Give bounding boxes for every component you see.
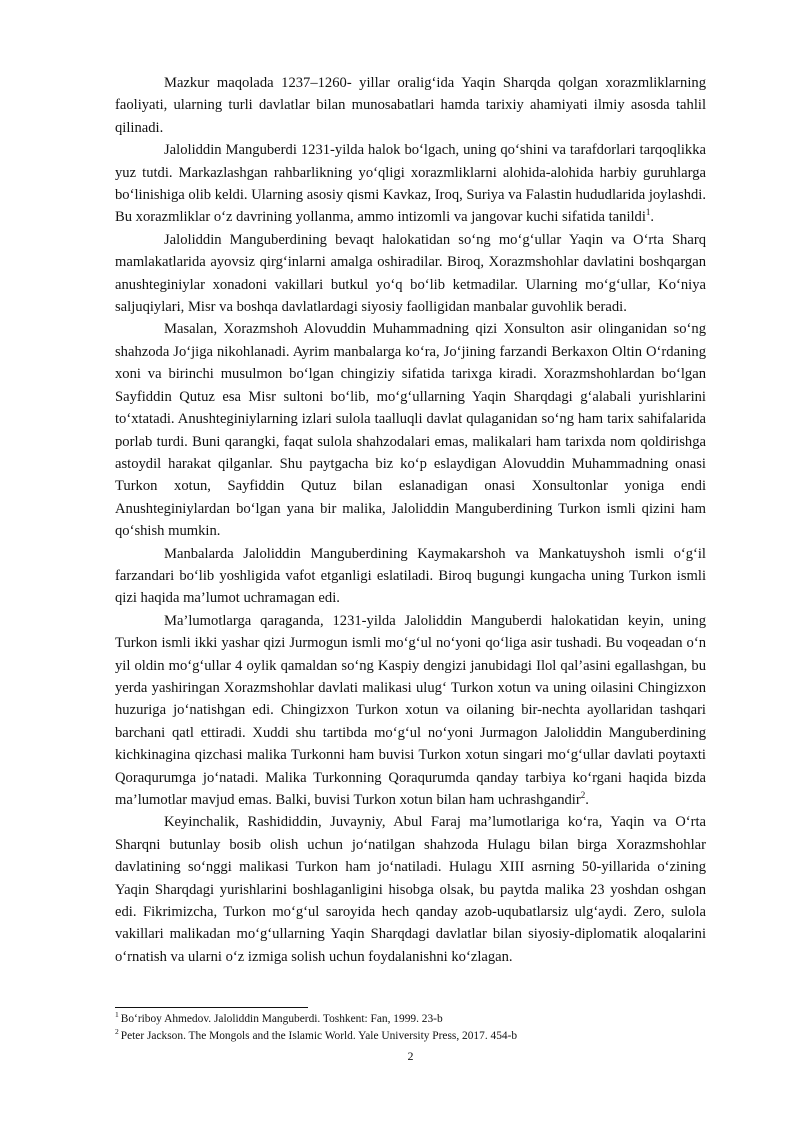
paragraph-5: Manbalarda Jaloliddin Manguberdining Kaymakarshoh va Mankatuyshoh ismli o‘g‘il farzandari bo‘lib yoshligida vafot etganligi eslatiladi. Biroq bugungi kungacha uning Turkon ismli qizi haqida ma’lumot uchramagan edi.	[115, 545, 706, 607]
page-number: 2	[407, 1049, 414, 1063]
paragraph-3: Jaloliddin Manguberdining bevaqt halokatidan so‘ng mo‘g‘ullar Yaqin va O‘rta Sharq mamlakatlarida ayovsiz qirg‘inlarni amalga oshiradilar. Biroq, Xorazmshohlar davlatini boshqargan anushteginiylar xonadoni vakillari butkul yo‘q bo‘lib ketmadilar. Ularning mo‘g‘ullar, Ko‘niya saljuqiylari, Misr va boshqa davlatlardagi siyosiy faolligidan manbalar guvohlik beradi.	[115, 231, 706, 316]
paragraph-4: Masalan, Xorazmshoh Alovuddin Muhammadning qizi Xonsulton asir olinganidan so‘ng shahzoda Jo‘jiga nikohlanadi. Ayrim manbalarga ko‘ra, Jo‘jining farzandi Berkaxon Oltin O‘rdaning xoni va birinchi musulmon bo‘lgan chingiziy sifatida tarixga kiradi. Xorazmshohlardan bo‘lgan Sayfiddin Qutuz esa Misr sultoni bo‘lib, mo‘g‘ullarning Yaqin Sharqdagi g‘alabali yurishlarini to‘xtatadi. Anushteginiylarning izlari sulola taalluqli davlat qulaganidan so‘ng ham tarix sahifalarida porlab turdi. Buni qarangki, faqat sulola shahzodalari emas, malikalari ham tarixda nom qoldirishga astoydil harakat qilganlar. Shu paytgacha biz ko‘p eslaydigan Alovuddin Muhammadning onasi Turkon xotun, Sayfiddin Qutuz bilan eslanadigan onasi Xonsultonlar yoniga endi Anushteginiylardan bo‘lgan yana bir malika, Jaloliddin Manguberdining Turkon ismli qizini ham qo‘shish mumkin.	[115, 321, 706, 540]
footnote-text: Bo‘riboy Ahmedov. Jaloliddin Manguberdi. Toshkent: Fan, 1999. 23-b	[120, 1013, 443, 1025]
paragraph-2: Jaloliddin Manguberdi 1231-yilda halok bo‘lgach, uning qo‘shini va tarafdorlari tarqoqlikka yuz tutdi. Markazlashgan rahbarlikning yo‘qligi xorazmliklarni alohida-alohida harbiy guruhlarga bo‘linishiga olib keldi. Ularning asosiy qismi Kavkaz, Iroq, Suriya va Falastin hududlarida joylashdi. Bu xorazmliklar o‘z davrining yollanma, ammo intizomli va jangovar kuchi sifatida tanildi$^1$.	[115, 142, 706, 226]
footnote-marker: 2	[115, 1027, 119, 1037]
document-page	[115, 72, 706, 1112]
footnote-marker: 1	[115, 1010, 119, 1020]
paragraph-1: Mazkur maqolada 1237–1260- yillar oralig‘ida Yaqin Sharqda qolgan xorazmliklarning faoliyati, ularning turli davlatlar bilan munosabatlari hamda tarixiy ahamiyati ilmiy asosda tahlil qilinadi.	[115, 75, 706, 136]
footnote-separator	[115, 1007, 308, 1008]
footnote-ref-1[interactable]: 1	[645, 207, 651, 218]
footnote-text: Peter Jackson. The Mongols and the Islamic World. Yale University Press, 2017. 454-b	[120, 1030, 518, 1042]
paragraph-7: Keyinchalik, Rashididdin, Juvayniy, Abul Faraj ma’lumotlariga ko‘ra, Yaqin va O‘rta Sharqni butunlay bosib olish uchun jo‘natilgan shahzoda Hulagu bilan birga Xorazmshohlar davlatining so‘nggi malikasi Turkon ham jo‘natiladi. Hulagu XIII asrning 50-yillarida o‘zining Yaqin Sharqdagi yurishlarini boshlaganligini hisobga olsak, bu paytda malika 23 yoshdan oshgan edi. Fikrimizcha, Turkon mo‘g‘ul saroyida hech qanday azob-uqubatlarsiz ulg‘aydi. Zero, sulola vakillari malikadan mo‘g‘ullarning Yaqin Sharqdagi davlatlar bilan siyosiy-diplomatik aloqalarini o‘rnatish va ularni o‘z izmiga solish uchun foydalanishni ko‘zlagan.	[115, 814, 706, 965]
body-text	[115, 72, 706, 968]
footnote-2	[115, 1028, 706, 1045]
paragraph-6: Ma’lumotlarga qaraganda, 1231-yilda Jaloliddin Manguberdi halokatidan keyin, uning Turkon ismli ikki yashar qizi Jurmogun ismli mo‘g‘ul no‘yoni qo‘liga asir tushadi. Bu voqeadan o‘n yil oldin mo‘g‘ullar 4 oylik qamaldan so‘ng Kaspiy dengizi janubidagi Ilol qal’asini egallashgan, bu yerda yashiringan Xorazmshohlar davlati malikasi ulug‘ Turkon xotun va uning oilasini Chingizxon huzuriga jo‘natishgan edi. Chingizxon Turkon xotun va oilaning bir-nechta ayollaridan tashqari barchani qatl ettiradi. Xuddi shu tartibda mo‘g‘ul no‘yoni Jurmagon Jaloliddin Manguberdining kichkinagina qizchasi malika Turkonni ham buvisi Turkon xotun singari mo‘g‘ullar davlati poytaxti Qoraqurumga jo‘natadi. Malika Turkonning Qoraqurumda qanday tarbiya ko‘rgani haqida bizda ma’lumotlar mavjud emas. Balki, buvisi Turkon xotun bilan ham uchrashgandir$^2$.	[115, 612, 706, 808]
footnote-ref-2[interactable]: 2	[580, 790, 586, 801]
footnote-1	[115, 1011, 706, 1028]
footnotes	[115, 1011, 706, 1045]
